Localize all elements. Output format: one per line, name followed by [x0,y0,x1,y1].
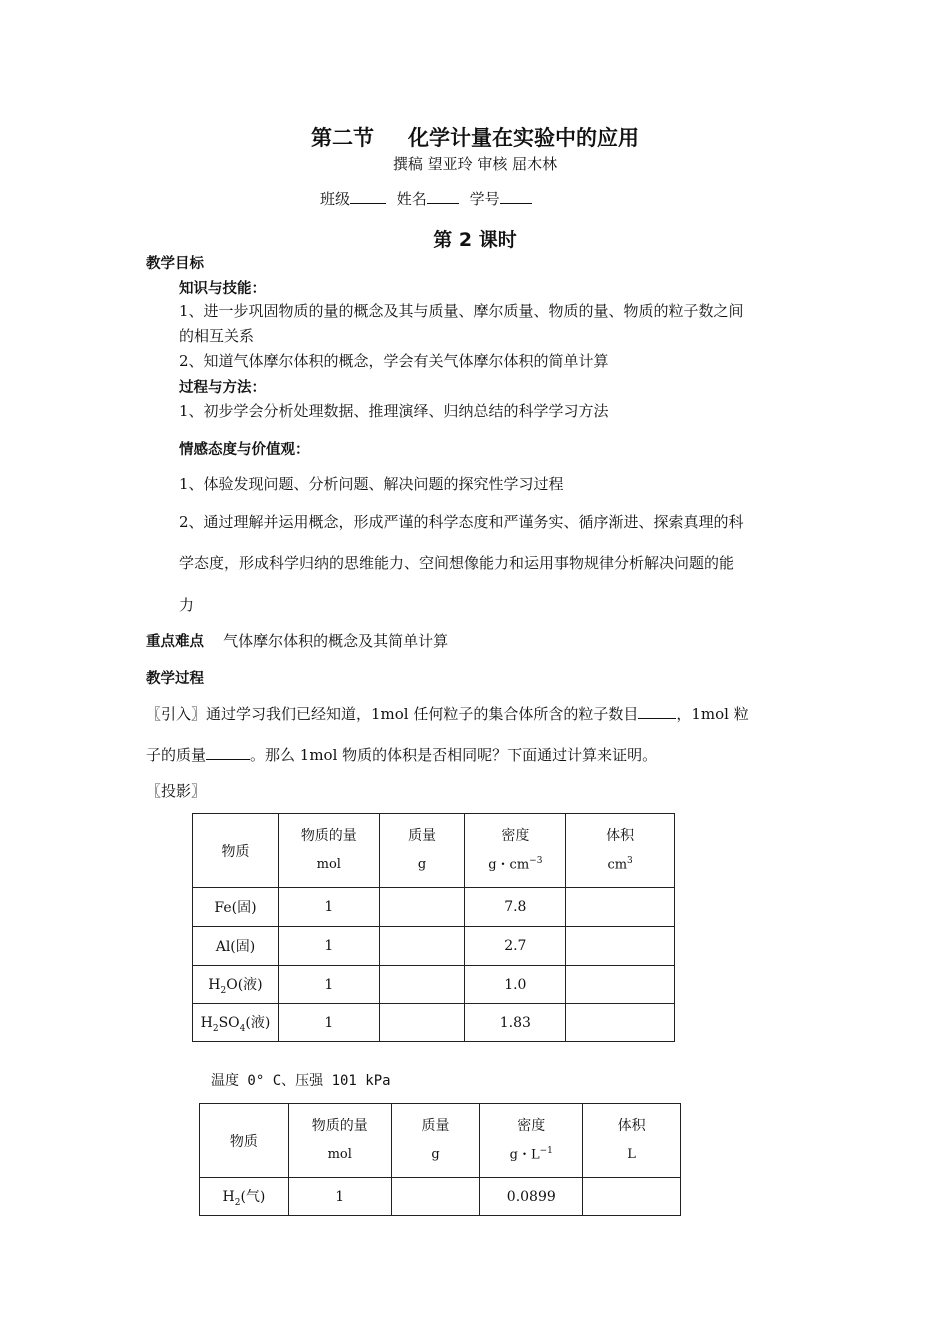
cell-amount: 1 [278,888,379,927]
table-header-row [193,814,675,888]
header-amount: 物质的量 mol [288,1104,391,1178]
section-label: 第二节 [311,126,374,150]
cell-volume[interactable] [566,1004,675,1042]
cell-volume[interactable] [566,888,675,927]
knowledge-item-1-line-1: 1、进一步巩固物质的量的概念及其与质量、摩尔质量、物质的量、物质的粒子数之间 [179,302,744,320]
cell-mass[interactable] [391,1178,480,1216]
lesson-title: 第 2 课时 [433,229,517,251]
cell-density: 1.83 [465,1004,566,1042]
cell-density: 1.0 [465,966,566,1004]
name-blank[interactable] [427,189,459,204]
header-volume: 体积 $cm^3$ [566,814,675,888]
cell-substance: $H_2O$(液) [193,966,279,1004]
cell-amount: 1 [288,1178,391,1216]
cell-amount: 1 [278,966,379,1004]
table-row [193,966,675,1004]
attitude-item-2-line-2: 学态度，形成科学归纳的思维能力、空间想像能力和运用事物规律分析解决问题的能 [179,554,735,572]
particle-count-blank[interactable] [638,704,676,719]
attitude-heading: 情感态度与价值观： [179,442,310,458]
class-blank[interactable] [350,189,386,204]
table-row [193,927,675,966]
goals-heading: 教学目标 [146,256,204,272]
intro-line-1 [146,703,749,724]
table-row [193,888,675,927]
header-volume: 体积 L [583,1104,681,1178]
header-amount: 物质的量 mol [278,814,379,888]
table-row [193,1004,675,1042]
header-substance: 物质 [193,814,279,888]
cell-volume[interactable] [566,927,675,966]
cell-amount: 1 [278,1004,379,1042]
student-info-line [320,188,532,209]
key-points-heading: 重点难点 [146,634,204,650]
table-row [200,1178,681,1216]
authors-line: 撰稿 望亚玲 审核 屈木林 [392,155,558,173]
title-text: 化学计量在实验中的应用 [408,126,639,150]
cell-density: 0.0899 [480,1178,583,1216]
intro-text-b: ，1mol 粒 [676,705,749,723]
cell-mass[interactable] [379,966,465,1004]
cell-mass[interactable] [379,888,465,927]
class-label: 班级 [320,190,351,208]
cell-substance: Al(固) [193,927,279,966]
intro-text-a: 〖引入〗通过学习我们已经知道，1mol 任何粒子的集合体所含的粒子数目 [146,705,639,723]
cell-volume[interactable] [583,1178,681,1216]
header-mass: 质量 g [391,1104,480,1178]
cell-density: 7.8 [465,888,566,927]
cell-volume[interactable] [566,966,675,1004]
document-title [0,122,950,152]
attitude-item-2-line-3: 力 [179,596,195,614]
volume-table-solids-liquids [192,813,675,1042]
cell-substance: Fe(固) [193,888,279,927]
header-mass: 质量 g [379,814,465,888]
projection-label: 〖投影〗 [146,782,207,800]
process-heading: 教学过程 [146,671,204,687]
number-blank[interactable] [500,189,532,204]
key-points-text: 气体摩尔体积的概念及其简单计算 [223,632,449,650]
intro-line-2 [146,744,657,765]
conditions-text: 温度 0° C、压强 101 kPa [211,1073,391,1089]
cell-amount: 1 [278,927,379,966]
table-header-row [200,1104,681,1178]
cell-mass[interactable] [379,1004,465,1042]
intro2-text-a: 子的质量 [146,746,207,764]
attitude-item-2-line-1: 2、通过理解并运用概念，形成严谨的科学态度和严谨务实、循序渐进、探索真理的科 [179,513,744,531]
process-item-1: 1、初步学会分析处理数据、推理演绎、归纳总结的科学学习方法 [179,402,609,420]
number-label: 学号 [469,190,500,208]
knowledge-heading: 知识与技能： [179,281,266,297]
cell-substance: $H_2$(气) [200,1178,289,1216]
volume-table-gas [199,1103,681,1216]
header-density: 密度 g・$L^{-1}$ [480,1104,583,1178]
knowledge-item-2: 2、知道气体摩尔体积的概念，学会有关气体摩尔体积的简单计算 [179,352,609,370]
process-method-heading: 过程与方法： [179,380,266,396]
name-label: 姓名 [396,190,427,208]
cell-density: 2.7 [465,927,566,966]
mass-blank[interactable] [206,745,250,760]
attitude-item-1: 1、体验发现问题、分析问题、解决问题的探究性学习过程 [179,475,564,493]
knowledge-item-1-line-2: 的相互关系 [179,327,255,345]
cell-mass[interactable] [379,927,465,966]
intro2-text-b: 。那么 1mol 物质的体积是否相同呢？下面通过计算来证明。 [250,746,658,764]
header-substance: 物质 [200,1104,289,1178]
key-points-line [146,630,448,651]
header-density: 密度 g・$cm^{-3}$ [465,814,566,888]
cell-substance: $H_2SO_4$(液) [193,1004,279,1042]
